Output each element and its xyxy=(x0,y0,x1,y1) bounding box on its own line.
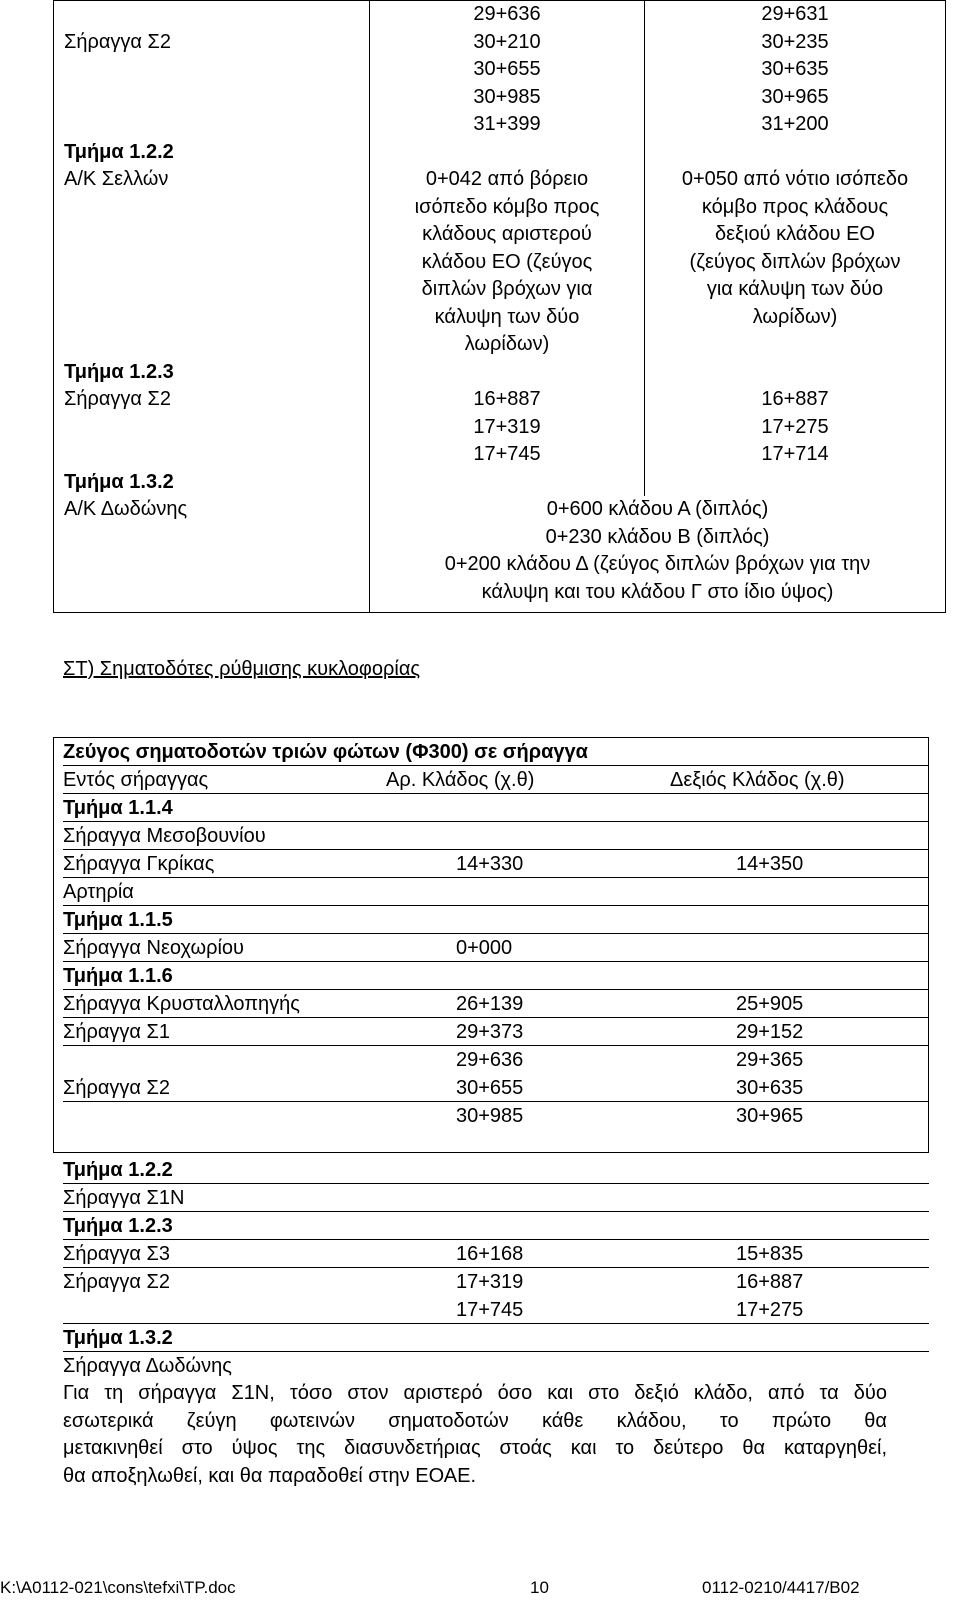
table-cell xyxy=(645,386,946,469)
cell-value: κλάδους αριστερού xyxy=(422,223,592,245)
paragraph xyxy=(63,1380,887,1490)
section-label: Τμήμα 1.1.6 xyxy=(63,965,173,987)
table-cell xyxy=(370,166,645,359)
divider xyxy=(63,793,929,794)
paragraph-line: θα αποξηλωθεί, και θα παραδοθεί στην ΕΟΑΕ. xyxy=(63,1464,476,1487)
cell-value: 0+200 κλάδου Δ (ζεύγος διπλών βρόχων για την xyxy=(444,553,871,575)
cell-value: 31+399 xyxy=(473,113,541,135)
table-cell xyxy=(645,1,946,139)
upper-table xyxy=(53,0,946,613)
divider xyxy=(63,1323,929,1324)
divider xyxy=(63,905,929,906)
cell-value: 16+887 xyxy=(761,388,829,410)
cell-value: 30+235 xyxy=(761,30,829,53)
cell-value: κόμβο προς κλάδους xyxy=(701,195,889,218)
row-label: Σήραγγα Σ1 xyxy=(63,1021,171,1043)
section-label: Τμήμα 1.2.3 xyxy=(54,359,370,387)
footer-page-number: 10 xyxy=(530,1578,549,1597)
table-cell xyxy=(370,1,645,139)
divider xyxy=(63,877,929,878)
section-heading: ΣΤ) Σηματοδότες ρύθμισης κυκλοφορίας xyxy=(63,658,421,680)
table-cell xyxy=(54,166,370,359)
paragraph-line: εσωτερικά ζεύγη φωτεινών σηματοδοτών κάθε κλάδου, το πρώτο θα xyxy=(63,1409,887,1432)
cell-value: 0+600 κλάδου Α (διπλός) xyxy=(546,498,769,520)
left-branch-value: 0+000 xyxy=(456,937,513,959)
header-col2: Αρ. Κλάδος (χ.θ) xyxy=(386,769,535,791)
divider xyxy=(63,1211,929,1212)
table-cell xyxy=(54,1,370,139)
table-row xyxy=(54,496,946,613)
left-branch-value: 30+985 xyxy=(456,1105,524,1127)
signals-title: Ζεύγος σηματοδοτών τριών φώτων (Φ300) σε σήραγγα xyxy=(63,741,588,763)
cell-value: 17+745 xyxy=(473,443,541,465)
table-cell xyxy=(54,496,370,613)
paragraph-line: μετακινηθεί στο ύψος της διασυνδετήριας στοάς και το δεύτερο θα καταργηθεί, xyxy=(63,1437,887,1459)
cell-value: 0+050 από νότιο ισόπεδο xyxy=(681,168,909,190)
cell-label: Σήραγγα Σ2 xyxy=(64,30,172,53)
right-branch-value: 29+152 xyxy=(736,1021,804,1043)
cell-value: 0+042 από βόρειο xyxy=(425,168,589,190)
table-cell xyxy=(370,386,645,469)
cell-value: 17+275 xyxy=(761,415,829,438)
cell-label: Σήραγγα Σ2 xyxy=(64,388,172,410)
cell-value: 17+714 xyxy=(761,443,829,465)
right-branch-value: 30+635 xyxy=(736,1077,804,1099)
cell-value: λωρίδων) xyxy=(752,305,838,328)
left-branch-value: 16+168 xyxy=(456,1243,524,1265)
right-branch-value: 29+365 xyxy=(736,1049,804,1071)
table-row xyxy=(54,139,946,167)
left-branch-value: 17+745 xyxy=(456,1299,524,1321)
cell-value: 30+965 xyxy=(761,85,829,108)
table-cell xyxy=(370,496,946,613)
left-branch-value: 14+330 xyxy=(456,853,524,875)
cell-value: για κάλυψη των δύο xyxy=(706,278,884,300)
cell-value: 17+319 xyxy=(473,415,541,438)
row-label: Σήραγγα Σ2 xyxy=(63,1271,171,1293)
header-col1: Εντός σήραγγας xyxy=(63,769,209,791)
footer-code: 0112-0210/4417/B02 xyxy=(702,1578,860,1597)
table-row xyxy=(54,359,946,387)
section-label: Τμήμα 1.1.5 xyxy=(63,909,173,931)
row-label: Σήραγγα Μεσοβουνίου xyxy=(63,825,266,847)
cell-value: 16+887 xyxy=(473,388,541,410)
left-branch-value: 26+139 xyxy=(456,993,524,1015)
divider xyxy=(63,961,929,962)
right-branch-value: 15+835 xyxy=(736,1243,804,1265)
table-cell xyxy=(645,166,946,359)
cell-value: 30+985 xyxy=(473,85,541,108)
row-label: Αρτηρία xyxy=(63,881,134,903)
table-row xyxy=(54,166,946,359)
cell-value: διπλών βρόχων για xyxy=(421,278,593,300)
right-branch-value: 14+350 xyxy=(736,853,804,875)
header-col3: Δεξιός Κλάδος (χ.θ) xyxy=(670,769,845,791)
right-branch-value: 16+887 xyxy=(736,1271,804,1293)
section-label: Τμήμα 1.2.2 xyxy=(63,1159,173,1181)
right-branch-value: 17+275 xyxy=(736,1299,804,1321)
row-label: Σήραγγα Σ2 xyxy=(63,1077,171,1099)
section-label: Τμήμα 1.1.4 xyxy=(63,797,173,819)
table-row xyxy=(54,469,946,497)
cell-value: 31+200 xyxy=(761,113,829,135)
paragraph-line: Για τη σήραγγα Σ1Ν, τόσο στον αριστερό όσο και στο δεξιό κλάδο, από τα δύο xyxy=(63,1382,887,1404)
cell-value: 29+631 xyxy=(761,3,829,25)
cell-value: 29+636 xyxy=(473,3,541,25)
section-label: Τμήμα 1.3.2 xyxy=(63,1327,173,1349)
cell-value: κάλυψη και του κλάδου Γ στο ίδιο ύψος) xyxy=(481,580,834,603)
section-label: Τμήμα 1.2.3 xyxy=(63,1215,173,1237)
left-branch-value: 29+636 xyxy=(456,1049,524,1071)
cell-label: Α/Κ Δωδώνης xyxy=(64,498,188,520)
right-branch-value: 25+905 xyxy=(736,993,804,1015)
cell-value: 30+655 xyxy=(473,58,541,80)
table-row xyxy=(54,386,946,469)
cell-value: 0+230 κλάδου Β (διπλός) xyxy=(545,525,770,548)
row-label: Σήραγγα Σ3 xyxy=(63,1243,171,1265)
divider xyxy=(63,1183,929,1184)
cell-value: λωρίδων) xyxy=(464,333,550,355)
section-label: Τμήμα 1.3.2 xyxy=(54,469,370,497)
row-label: Σήραγγα Δωδώνης xyxy=(63,1355,232,1377)
table-cell xyxy=(54,386,370,469)
section-label: Τμήμα 1.2.2 xyxy=(54,139,370,167)
footer-path: K:\A0112-021\cons\tefxi\TP.doc xyxy=(0,1578,236,1597)
cell-value: κλάδου ΕΟ (ζεύγος xyxy=(421,250,593,273)
cell-value: 30+210 xyxy=(473,30,541,53)
row-label: Σήραγγα Νεοχωρίου xyxy=(63,937,244,959)
left-branch-value: 30+655 xyxy=(456,1077,524,1099)
cell-label: Α/Κ Σελλών xyxy=(64,168,169,190)
left-branch-value: 17+319 xyxy=(456,1271,524,1293)
table-row xyxy=(54,1,946,139)
cell-value: ισόπεδο κόμβο προς xyxy=(414,195,600,218)
left-branch-value: 29+373 xyxy=(456,1021,524,1043)
row-label: Σήραγγα Σ1Ν xyxy=(63,1187,185,1209)
row-label: Σήραγγα Κρυσταλλοπηγής xyxy=(63,993,300,1015)
cell-value: (ζεύγος διπλών βρόχων xyxy=(689,250,901,273)
right-branch-value: 30+965 xyxy=(736,1105,804,1127)
cell-value: 30+635 xyxy=(761,58,829,80)
cell-value: δεξιού κλάδου ΕΟ xyxy=(715,223,875,245)
cell-value: κάλυψη των δύο xyxy=(434,305,580,328)
row-label: Σήραγγα Γκρίκας xyxy=(63,853,215,875)
